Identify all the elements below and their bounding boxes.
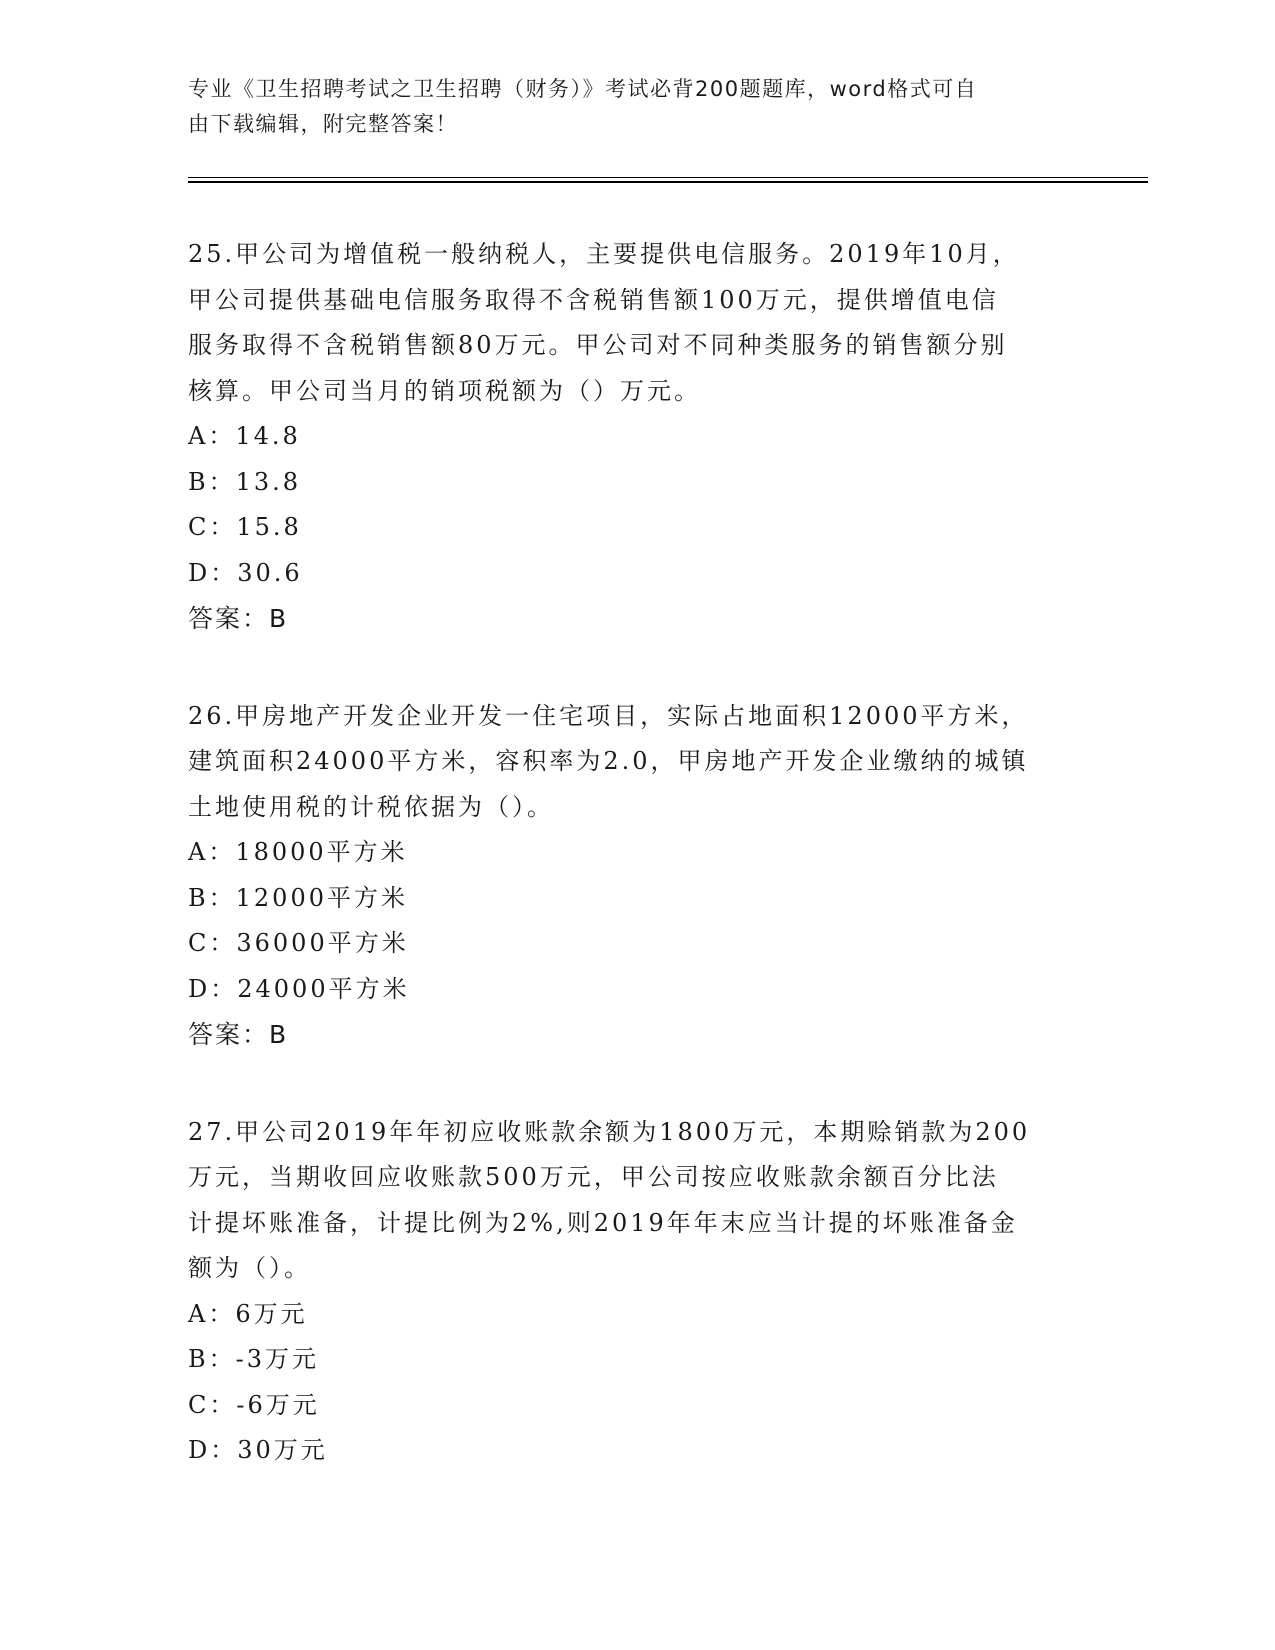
header-line: 专业《卫生招聘考试之卫生招聘（财务）》考试必背200题题库，word格式可自 (188, 77, 978, 101)
option-a: A：14.8 (188, 422, 301, 450)
header-divider-thin (188, 177, 1148, 178)
option-b: B：13.8 (188, 467, 302, 496)
header-divider-thick (188, 181, 1148, 183)
question-stem-line: 25.甲公司为增值税一般纳税人，主要提供电信服务。2019年10月， (188, 240, 1020, 268)
option-c: C：36000平方米 (188, 929, 409, 957)
question-stem-line: 计提坏账准备，计提比例为2%,则2019年年末应当计提的坏账准备金 (188, 1208, 1018, 1237)
question-stem-line: 27.甲公司2019年年初应收账款余额为1800万元，本期赊销款为200 (188, 1117, 1031, 1146)
answer-line: 答案：B (188, 604, 289, 633)
question-stem-line: 26.甲房地产开发企业开发一住宅项目，实际占地面积12000平方米， (188, 701, 1029, 730)
question-stem-line: 核算。甲公司当月的销项税额为（）万元。 (188, 376, 701, 405)
option-b: B：-3万元 (188, 1345, 320, 1373)
question-stem-line: 建筑面积24000平方米，容积率为2.0，甲房地产开发企业缴纳的城镇 (188, 747, 1029, 775)
question-25 (188, 232, 1088, 642)
question-26 (188, 694, 1088, 1058)
question-stem-line: 甲公司提供基础电信服务取得不含税销售额100万元，提供增值电信 (188, 285, 999, 314)
option-d: D：30万元 (188, 1436, 328, 1464)
question-stem-line: 万元，当期收回应收账款500万元，甲公司按应收账款余额百分比法 (188, 1163, 999, 1191)
option-d: D：30.6 (188, 558, 303, 587)
question-stem-line: 土地使用税的计税依据为（）。 (188, 792, 554, 821)
question-list (188, 232, 1088, 1526)
header-line: 由下载编辑，附完整答案！ (188, 112, 458, 136)
question-27 (188, 1110, 1088, 1474)
option-c: C：-6万元 (188, 1390, 320, 1419)
question-stem-line: 服务取得不含税销售额80万元。甲公司对不同种类服务的销售额分别 (188, 331, 1008, 359)
option-d: D：24000平方米 (188, 974, 410, 1003)
option-a: A：18000平方米 (188, 838, 408, 866)
option-a: A：6万元 (188, 1299, 308, 1328)
option-c: C：15.8 (188, 513, 302, 541)
answer-line: 答案：B (188, 1020, 289, 1049)
document-header (188, 72, 1068, 142)
question-stem-line: 额为（）。 (188, 1254, 311, 1282)
option-b: B：12000平方米 (188, 883, 408, 912)
